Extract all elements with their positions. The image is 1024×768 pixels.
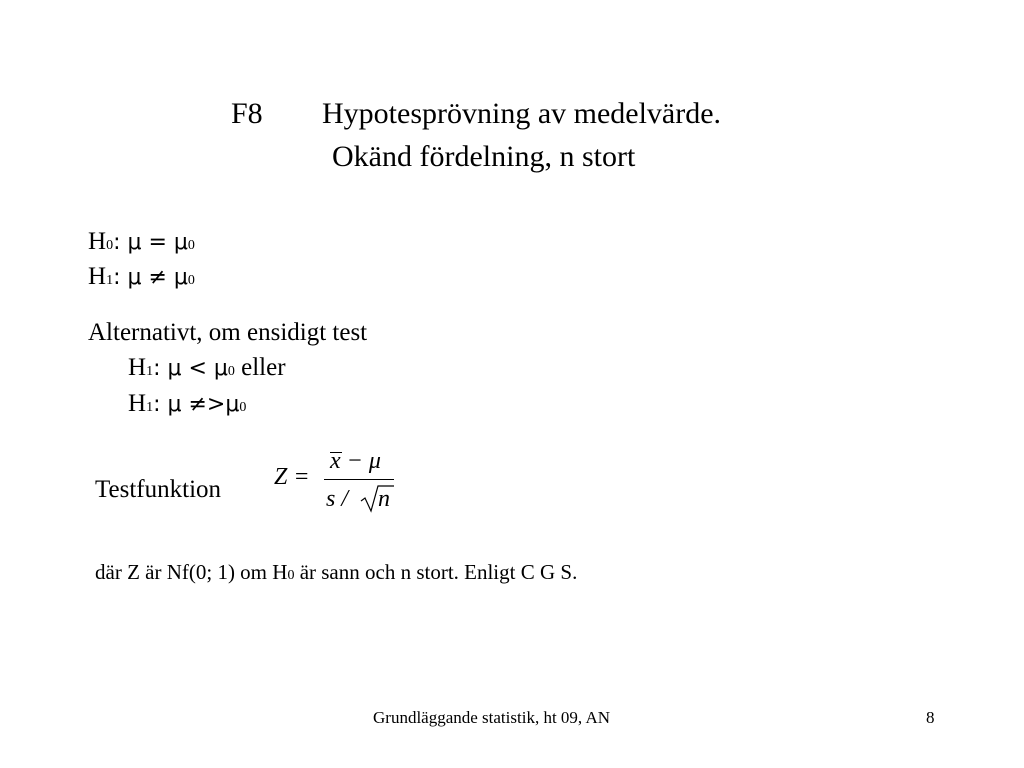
alt1-relation: : μ < μ bbox=[153, 356, 228, 381]
one-sided-intro: Alternativt, om ensidigt test bbox=[88, 319, 368, 346]
alt2-relation: : μ ≠>μ bbox=[153, 392, 240, 417]
h0-letter: H bbox=[88, 228, 107, 255]
one-sided-less bbox=[128, 353, 286, 387]
slide-title-line1: Hypotesprövning av medelvärde. bbox=[322, 97, 722, 130]
formula-lhs: Z = bbox=[274, 464, 310, 490]
footer-course: Grundläggande statistik, ht 09, AN bbox=[373, 708, 611, 727]
slide-title-code: F8 bbox=[231, 97, 263, 130]
alt2-subscript: 1 bbox=[146, 400, 154, 415]
formula-denominator-left: s / bbox=[326, 486, 349, 512]
one-sided-greater bbox=[128, 389, 246, 423]
note-text-end: är sann och n stort. Enligt C G S. bbox=[294, 560, 578, 584]
formula-numerator: x − μ bbox=[330, 448, 381, 474]
alt2-letter: H bbox=[128, 390, 147, 417]
h0-subscript: 0 bbox=[106, 238, 114, 253]
h0-relation: : μ = μ bbox=[113, 230, 188, 255]
alt1-subscript: 1 bbox=[146, 364, 154, 379]
test-function-label: Testfunktion bbox=[95, 476, 222, 503]
h1-relation: : μ ≠ μ bbox=[113, 265, 188, 290]
alt1-relation-subscript: 0 bbox=[227, 364, 235, 379]
note-text-start: där Z är Nf(0; 1) om H bbox=[95, 560, 288, 584]
alt1-suffix: eller bbox=[234, 354, 286, 381]
null-hypothesis bbox=[88, 227, 195, 261]
h1-subscript: 1 bbox=[106, 273, 114, 288]
h0-relation-subscript: 0 bbox=[187, 238, 195, 253]
footer-page-number: 8 bbox=[926, 708, 935, 727]
fraction-bar bbox=[324, 479, 394, 480]
alt2-relation-subscript: 0 bbox=[239, 400, 247, 415]
note-subscript: 0 bbox=[287, 568, 295, 583]
alt1-letter: H bbox=[128, 354, 147, 381]
test-function-formula bbox=[274, 448, 404, 518]
h1-letter: H bbox=[88, 263, 107, 290]
formula-sqrt-argument: n bbox=[378, 486, 390, 512]
h1-relation-subscript: 0 bbox=[187, 273, 195, 288]
slide-title-line2: Okänd fördelning, n stort bbox=[332, 140, 636, 173]
alternative-hypothesis bbox=[88, 262, 195, 296]
distribution-note bbox=[95, 560, 577, 585]
